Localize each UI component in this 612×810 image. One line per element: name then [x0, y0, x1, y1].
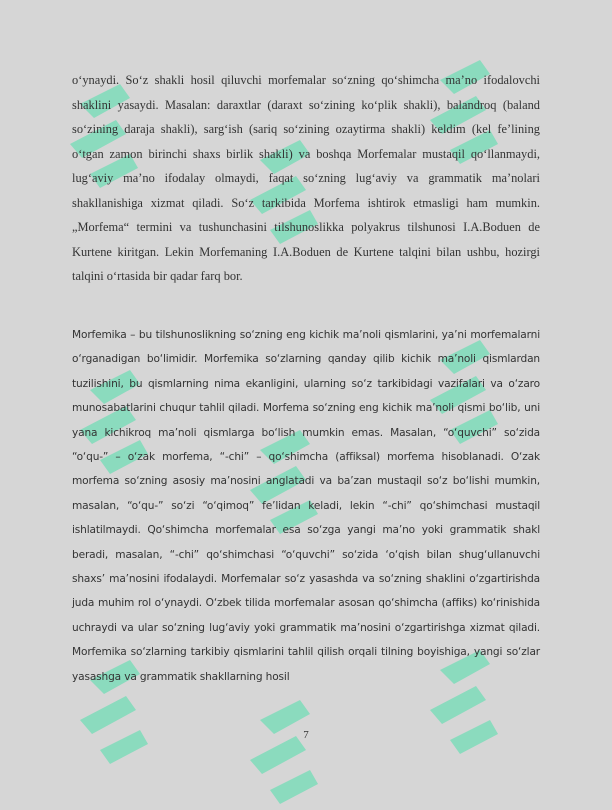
- watermark-logo-icon: [240, 700, 350, 810]
- page-number: 7: [303, 729, 309, 741]
- paragraph-text: Morfemika – bu tilshunoslikning so‘zning eng kichik ma’noli qismlarini, ya’ni morfemalarni o‘rganadigan bo‘limidir. Morfemika so‘zlarning qanday qilib kichik ma’noli qismlardan tuzilishini, bu qismlarning nima ekanligini, ularning so‘z tarkibidagi vazifalari va o‘zaro munosabatlarini chuqur tahlil qiladi. Morfema so‘zning eng kichik ma’noli qismi bo‘lib, uni yana kichikroq ma’noli qismlarga bo‘lish mumkin emas. Masalan, “o‘quvchi” so‘zida “o‘qu-” – o‘zak morfema, “-chi” – qo‘shimcha (affiksal) morfema hisoblanadi. O‘zak morfema so‘zning asosiy ma’nosini anglatadi va ba’zan mustaqil so‘z bo‘lishi mumkin, masalan, “o‘qu-” so‘zi “o‘qimoq” fe’lidan keladi, lekin “-chi” qo‘shimchasi mustaqil ishlatilmaydi. Qo‘shimcha morfemalar esa so‘zga yangi ma’no yoki grammatik shakl beradi, masalan, “-chi” qo‘shimchasi “o‘quvchi” so‘zida ‘o‘qish bilan shug‘ullanuvchi shaxs’ ma’nosini ifodalaydi. Morfemalar so‘z yasashda va so‘zning shaklini o‘zgartirishda juda muhim rol o‘ynaydi. O‘zbek tilida morfemalar asosan qo‘shimcha (affiks) ko‘rinishida uchraydi va ular so‘zning lug‘aviy yoki grammatik ma’nosini o‘zgartirishga xizmat qiladi. Morfemika so‘zlarning tarkibiy qismlarini tahlil qilish orqali tilning boyishiga, yangi so‘zlar yasashga va grammatik shakllarning hosil: [72, 329, 540, 683]
- paragraph-morfema-intro: [72, 68, 540, 289]
- paragraph-morfemika: [72, 323, 540, 689]
- paragraph-text: o‘ynaydi. So‘z shakli hosil qiluvchi morfemalar so‘zning qo‘shimcha ma’no ifodalovchi shaklini yasaydi. Masalan: daraxtlar (daraxt so‘zining ko‘plik shakli), balandroq (baland so‘zining daraja shakli), sarg‘ish (sariq so‘zining ozaytirma shakli) keldim (kel fe’lining o‘tgan zamon birinchi shaxs birlik shakli) va boshqa Morfemalar mustaqil qo‘llanmaydi, lug‘aviy ma’no ifodalay olmaydi, faqat so‘zning lug‘aviy va grammatik ma’nolari shakllanishiga xizmat qiladi. So‘z tarkibida Morfema ishtirok etmasligi ham mumkin. „Morfema“ termini va tushunchasini tilshunoslikka polyakrus tilshunosi I.A.Boduen de Kurtene kiritgan. Lekin Morfemaning I.A.Boduen de Kurtene talqini bilan ushbu, hozirgi talqini o‘rtasida bir qadar farq bor.: [72, 73, 540, 283]
